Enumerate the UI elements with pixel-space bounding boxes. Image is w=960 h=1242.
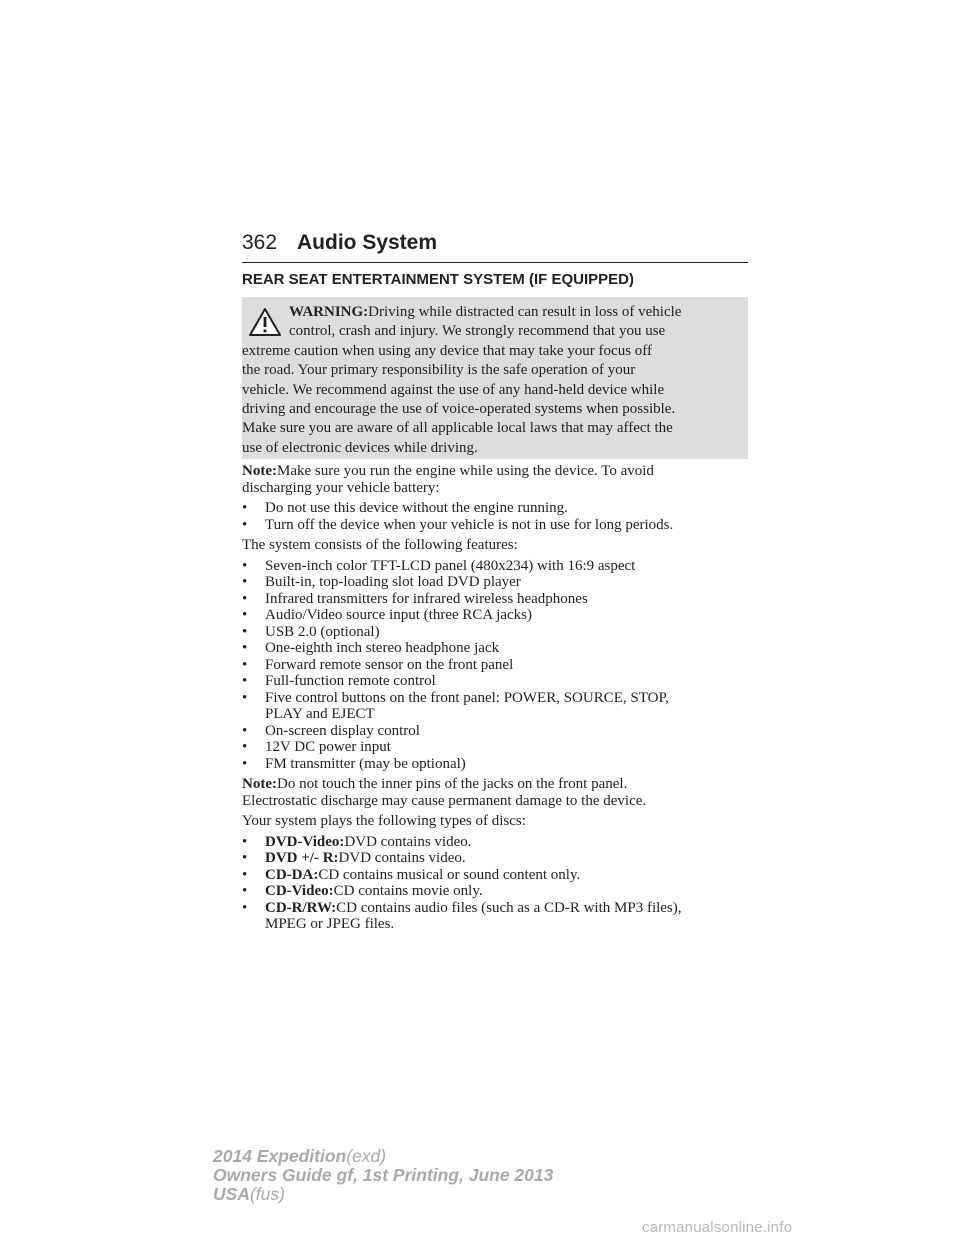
page-header — [242, 230, 748, 263]
warning-label: WARNING: — [289, 304, 369, 320]
list-item: • Seven-inch color TFT-LCD panel (480x234) with 16:9 aspect — [242, 557, 636, 574]
list-item: • Five control buttons on the front panel: POWER, SOURCE, STOP, PLAY and EJECT — [242, 689, 669, 722]
list-item: • Built-in, top-loading slot load DVD player — [242, 574, 521, 590]
list-item: • Audio/Video source input (three RCA jacks) — [242, 607, 532, 623]
site-watermark: carmanualsonline.info — [642, 1219, 793, 1236]
note-label: Note: — [242, 463, 277, 479]
note-label: Note: — [242, 776, 277, 792]
list-item: • On-screen display control — [242, 722, 420, 739]
list-item: • DVD +/- R:DVD contains video. — [242, 850, 466, 866]
list-item: • One-eighth inch stereo headphone jack — [242, 640, 500, 656]
warning-line: control, crash and injury. We strongly recommend that you use — [289, 323, 666, 340]
content — [242, 463, 748, 937]
jacks-note: Note:Do not touch the inner pins of the jacks on the front panel. Electrostatic discharge may cause permanent damage to the device. — [242, 776, 647, 809]
list-item: • CD-Video:CD contains movie only. — [242, 883, 483, 899]
warning-text — [242, 303, 748, 458]
document-footer: 2014 Expedition(exd) Owners Guide gf, 1st Printing, June 2013 USA(fus) — [213, 1146, 554, 1204]
list-item: • 12V DC power input — [242, 739, 391, 755]
list-item: • FM transmitter (may be optional) — [242, 755, 466, 772]
battery-bullets — [242, 500, 748, 533]
warning-line: use of electronic devices while driving. — [242, 439, 478, 456]
list-item: • Full-function remote control — [242, 673, 436, 689]
discs-intro: Your system plays the following types of discs: — [242, 813, 526, 829]
section-title: Audio System — [297, 231, 438, 254]
warning-line: vehicle. We recommend against the use of any hand-held device while — [242, 381, 665, 398]
main-heading: REAR SEAT ENTERTAINMENT SYSTEM (IF EQUIPPED) — [242, 271, 634, 288]
discs-list — [242, 834, 748, 933]
list-item: • CD-DA:CD contains musical or sound content only. — [242, 866, 581, 883]
warning-box — [242, 297, 748, 459]
page-number: 362 — [242, 231, 278, 254]
list-item: • USB 2.0 (optional) — [242, 623, 380, 640]
list-item: • CD-R/RW:CD contains audio files (such as a CD-R with MP3 files), MPEG or JPEG files. — [242, 899, 682, 932]
warning-line: extreme caution when using any device that may take your focus off — [242, 342, 653, 359]
features-list — [242, 558, 748, 773]
list-item: • Forward remote sensor on the front panel — [242, 656, 514, 673]
warning-line: driving and encourage the use of voice-operated systems when possible. — [242, 401, 676, 418]
list-item: • Turn off the device when your vehicle is not in use for long periods. — [242, 516, 674, 533]
list-item: • Infrared transmitters for infrared wireless headphones — [242, 590, 588, 607]
warning-line: Driving while distracted can result in loss of vehicle — [368, 304, 682, 320]
warning-line: the road. Your primary responsibility is the safe operation of your — [242, 362, 636, 379]
warning-line: Make sure you are aware of all applicable local laws that may affect the — [242, 420, 673, 437]
battery-note: Note:Make sure you run the engine while using the device. To avoid discharging your vehicle battery: — [242, 463, 654, 496]
features-intro: The system consists of the following features: — [242, 537, 518, 553]
list-item: • Do not use this device without the engine running. — [242, 500, 568, 516]
list-item: • DVD-Video:DVD contains video. — [242, 833, 472, 850]
